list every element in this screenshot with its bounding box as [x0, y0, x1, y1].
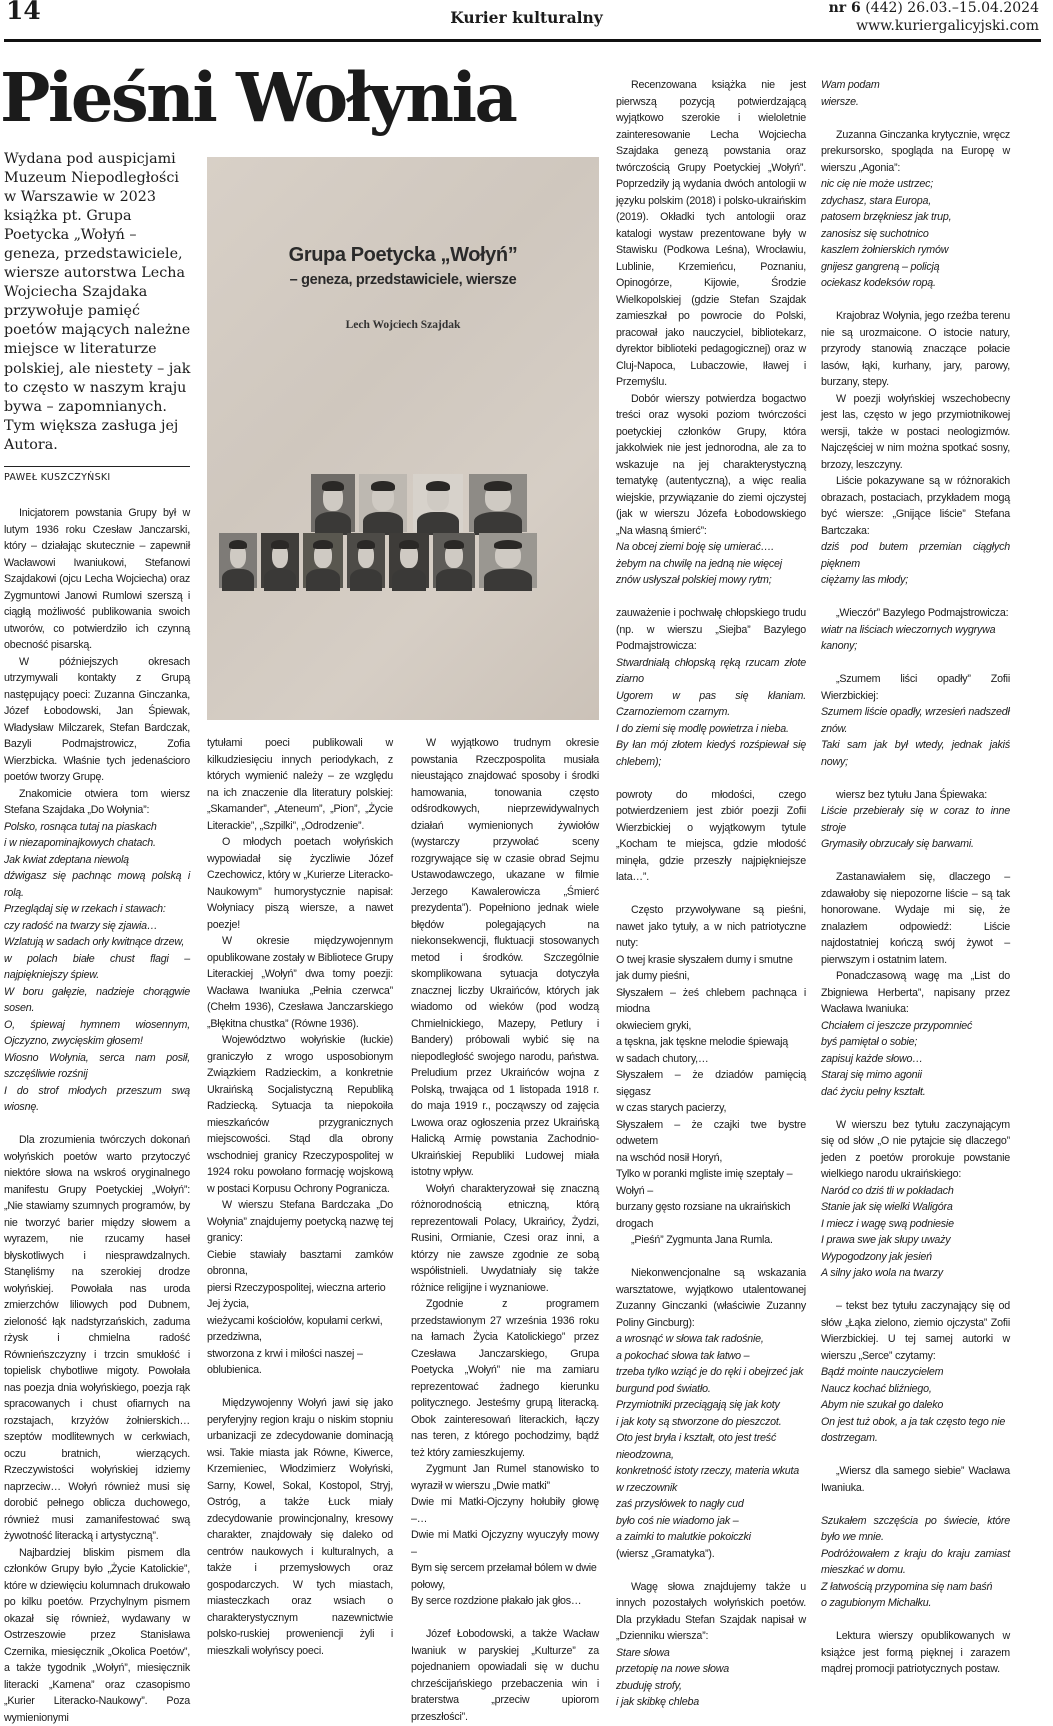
paragraph: On jest tuż obok, a ja tak często tego nie — [821, 1414, 1010, 1431]
paragraph: okwieciem gryki, — [616, 1018, 806, 1035]
paragraph: Województwo wołyńskie (łuckie) graniczyło z wrogo usposobionym Związkiem Radzieckim, a konkretnie Ukraińską Socjalistyczną Republiką Radziecką. Sytuacja ta niepokoiła mieszkańców przygranicznych miejscowości. Stąd dla obrony wschodniej granicy Rzeczypospolitej w 1924 roku powołano formację wojskową w postaci Korpusu Ochrony Pogranicza. — [207, 1032, 393, 1197]
paragraph: zauważenie i pochwałę chłopskiego trudu (np. w wierszu „Siejba” Bazylego Podmajstrowicza: — [616, 605, 806, 655]
paragraph: Zuzanna Ginczanka krytycznie, wręcz prekursorsko, spogląda na Europę w wierszu „Agonia”: — [821, 127, 1010, 177]
spacer — [821, 1100, 1010, 1117]
paragraph: Ciebie stawiały basztami zamków obronna, — [207, 1247, 393, 1280]
paragraph: Lektura wierszy opublikowanych w książce jest formą pięknej i zarazem mądrej promocji patriotycznych postaw. — [821, 1628, 1010, 1678]
paragraph: By łan mój złotem kiedyś rozśpiewał się chlebem); — [616, 737, 806, 770]
spacer — [821, 1496, 1010, 1513]
paragraph: Ponadczasową wagę ma „List do Zbigniewa Herberta”, napisany przez Wacława Iwaniuka: — [821, 968, 1010, 1018]
paragraph: Oto jest bryła i kształt, oto jest treść — [616, 1430, 806, 1447]
paragraph: konkretność istoty rzeczy, materia wkuta — [616, 1463, 806, 1480]
paragraph: Bym się sercem przełamał bólem w dwie — [411, 1560, 599, 1577]
paragraph: O twej krasie słyszałem dumy i smutne — [616, 952, 806, 969]
spacer — [821, 1447, 1010, 1464]
paragraph: a wrosnąć w słowa tak radośnie, — [616, 1331, 806, 1348]
portrait-photo — [303, 533, 343, 588]
cover-author: Lech Wojciech Szajdak — [207, 320, 599, 332]
paragraph: żebym na chwilę na jedną nie więcej — [616, 556, 806, 573]
paragraph: Szumem liście opadły, wrzesień nadszedł — [821, 704, 1010, 721]
portrait-photo — [479, 533, 537, 588]
paragraph: w rzeczownik — [616, 1480, 806, 1497]
portrait-photo — [433, 533, 475, 588]
paragraph: W wierszu Stefana Bardczaka „Do Wołynia” znajdujemy poetycką nazwę tej granicy: — [207, 1197, 393, 1247]
paragraph: wiersze. — [821, 94, 1010, 111]
spacer — [821, 1612, 1010, 1629]
paragraph: Jej życia, — [207, 1296, 393, 1313]
paragraph: Ugorem w pas się kłaniam. Czarnoziemom czarnym. — [616, 688, 806, 721]
page-number: 14 — [6, 0, 41, 23]
paragraph: I miecz i wagę swą podniesie — [821, 1216, 1010, 1233]
paragraph: dać życiu pełny kształt. — [821, 1084, 1010, 1101]
paragraph: „Pieśń” Zygmunta Jana Rumla. — [616, 1232, 806, 1249]
portrait-photo — [219, 533, 257, 588]
paragraph: Wagę słowa znajdujemy także u innych pozostałych wołyńskich poetów. Dla przykładu Stefan Szajdak napisał w „Dzienniku wiersza”: — [616, 1579, 806, 1645]
paragraph: trzeba tylko wziąć je do ręki i obejrzeć jak — [616, 1364, 806, 1381]
paragraph: Wzlatują w sadach orły kwitnące drzew, — [4, 934, 190, 951]
paragraph: Zastanawiałem się, dlaczego – zdawałoby się niepozorne liście – są tak honorowane. Wydaje mi się, że znalazłem odpowiedź: Liście najdostatniej kończą swój żywot – pierwszym i ostatnim latem. — [821, 869, 1010, 968]
issue-dates: (442) 26.03.–15.04.2024 — [861, 0, 1039, 16]
paragraph: Staraj się mimo agonii — [821, 1067, 1010, 1084]
paragraph: Inicjatorem powstania Grupy był w lutym 1936 roku Czesław Janczarski, który – działając skutecznie – zapewnił Wacławowi Iwaniukowi, Stefanowi Szajdakowi (ojcu Lecha Wojciecha) oraz Zygmuntowi Janowi Rumlowi szerszą i ciągłą możliwość publikowania swoich utworów, co potwierdziło ich czynną obecność pisarską. — [4, 505, 190, 654]
paragraph: Słyszałem – że dziadów pamięcią sięgasz — [616, 1067, 806, 1100]
text-column-2 — [207, 735, 393, 1659]
header-rule — [4, 39, 1041, 42]
paragraph: ciężarny las młody; — [821, 572, 1010, 589]
portrait-photo — [469, 474, 527, 532]
text-column-1 — [4, 505, 190, 1726]
article-lead: Wydana pod auspicjami Muzeum Niepodległości w Warszawie w 2023 książka pt. Grupa Poetycka „Wołyń – geneza, przedstawiciele, wiersze autorstwa Lecha Wojciecha Szajdaka przywołuje pamięć poetów mających należne miejsce w literaturze polskiej, ale niestety – jak to często w naszym kraju bywa – zapomnianych. Tym większa zasługa jej Autora. — [4, 150, 192, 455]
paragraph: a tęskna, jak tęskne melodie śpiewają — [616, 1034, 806, 1051]
paragraph: Słyszałem – żeś chlebem pachnąca i miodna — [616, 985, 806, 1018]
paragraph: Zgodnie z programem przedstawionym 27 września 1936 roku na łamach Życia Katolickiego” przez Czesława Janczarskiego, Grupa Poetycka „Wołyń” nie ma zamiaru reprezentować żadnego kierunku politycznego. Jesteśmy grupą literacką. Obok zainteresowań literackich, łączy nas teren, z którego pochodzimy, bądź też który zamieszkujemy. — [411, 1296, 599, 1461]
paragraph: Grymasiły obrzucały się barwami. — [821, 836, 1010, 853]
paragraph: nic cię nie może ustrzec; — [821, 176, 1010, 193]
cover-title: Grupa Poetycka „Wołyń” — [207, 245, 599, 265]
paragraph: połowy, — [411, 1577, 599, 1594]
spacer — [821, 770, 1010, 787]
paragraph: nieodzowna, — [616, 1447, 806, 1464]
paragraph: W późniejszych okresach utrzymywali kontakty z Grupą następujący poeci: Zuzanna Ginczanka, Józef Łobodowski, Jan Śpiewak, Władysław Milczarek, Stefan Bardczak, Bazyli Podmajstrowicz, Zofia Wierzbicka. Właśnie tych jedenaścioro poetów tworzy Grupę. — [4, 654, 190, 786]
paragraph: Często przywoływane są pieśni, nawet jako tytuły, a w nich patriotyczne nuty: — [616, 902, 806, 952]
portrait-photo — [413, 474, 463, 532]
spacer — [821, 110, 1010, 127]
paragraph: i w niezapominajkowych chatach. — [4, 835, 190, 852]
paragraph: znów usłyszał polskiej mowy rytm; — [616, 572, 806, 589]
paragraph: i jak koty są stworzone do pieszczot. — [616, 1414, 806, 1431]
paragraph: – tekst bez tytułu zaczynający się od słów „Łąka zielono, ziemio ojczysta” Zofii Wierzbickiej. U tej samej autorki w wierszu „Serce” czytamy: — [821, 1298, 1010, 1364]
paragraph: kanony; — [821, 638, 1010, 655]
paragraph: Przeglądaj się w rzekach i stawach: — [4, 901, 190, 918]
paragraph: zbuduję strofy, — [616, 1678, 806, 1695]
portrait-photo — [359, 474, 407, 532]
paragraph: wiatr na liściach wieczornych wygrywa — [821, 622, 1010, 639]
article-headline: Pieśni Wołynia — [0, 64, 520, 131]
paragraph: dostrzegam. — [821, 1430, 1010, 1447]
paragraph: O młodych poetach wołyńskich wypowiadał się życzliwie Józef Czechowicz, który w „Kurierze Literacko-Naukowym” humorystycznie napisał: Wołyniacy piszą wiersze, a nawet poezje! — [207, 834, 393, 933]
paragraph: Wiosno Wołynia, serca nam posił, szczęśliwie rozśnij — [4, 1050, 190, 1083]
spacer — [821, 292, 1010, 309]
paragraph: a pokochać słowa tak łatwo – — [616, 1348, 806, 1365]
paragraph: Krajobraz Wołynia, jego rzeźba terenu nie są urozmaicone. O istocie natury, przyrody stanowią znaczące połacie lasów, łąki, kurhany, jary, parowy, burzany, stepy. — [821, 308, 1010, 391]
paragraph: O, śpiewaj hymnem wiosennym, Ojczyzno, zwycięskim głosem! — [4, 1017, 190, 1050]
paragraph: zapisuj każde słowo… — [821, 1051, 1010, 1068]
portrait-photo — [389, 533, 429, 588]
paragraph: w czas starych pacierzy, — [616, 1100, 806, 1117]
paragraph: i jak skibkę chleba — [616, 1694, 806, 1711]
spacer — [411, 1610, 599, 1627]
paragraph: Z łatwością przypomina się nam baśń — [821, 1579, 1010, 1596]
article-author: PAWEŁ KUSZCZYŃSKI — [4, 466, 190, 483]
paragraph: Przymiotniki przeciągają się jak koty — [616, 1397, 806, 1414]
paragraph: na wschód nosił Horyń, — [616, 1150, 806, 1167]
paragraph: czy radość na twarzy się zjawia… — [4, 918, 190, 935]
paragraph: o zagubionym Michałku. — [821, 1595, 1010, 1612]
paragraph: Stanie jak się wielki Waligóra — [821, 1199, 1010, 1216]
issue-info — [829, 0, 1039, 35]
paragraph: Bądź mointe nauczycielem — [821, 1364, 1010, 1381]
paragraph: Niekonwencjonalne są wskazania warsztatowe, wyjątkowo utalentowanej Zuzanny Ginczanki (właściwie Zuzanny Poliny Gincburg): — [616, 1265, 806, 1331]
paragraph: w polach białe chust flagi – najpiękniejszy śpiew. — [4, 951, 190, 984]
spacer — [616, 1249, 806, 1266]
paragraph: przetopię na nowe słowa — [616, 1661, 806, 1678]
spacer — [821, 655, 1010, 672]
spacer — [616, 770, 806, 787]
paragraph: Podróżowałem z kraju do kraju zamiast mieszkać w domu. — [821, 1546, 1010, 1579]
paragraph: W wierszu bez tytułu zaczynającym się od słów „O nie pytajcie się dlaczego” jeden z poetów prorokuje powstanie wielkiego narodu ukraińskiego: — [821, 1117, 1010, 1183]
paragraph: Recenzowana książka nie jest pierwszą pozycją potwierdzającą wyjątkowo szerokie i wieloletnie zainteresowanie Lecha Wojciecha Szajdaka genezą powstania oraz twórczością Grupy Poetyckiej „Wołyń”. Poprzedziły ją wydania dwóch antologii w języku polskim (2018) i polsko-ukraińskim (2019). Okładki tych antologii oraz katalogi wystaw prezentowane były w Stawisku (Podkowa Leśna), Wrocławiu, Lublinie, Krzemieńcu, Poznaniu, Opinogórze, Kijowie, Środzie Wielkopolskiej (gdzie Stefan Szajdak zamieszkał po powrocie do Polski, pracował jako nauczyciel, bibliotekarz, dyrektor biblioteki pedagogicznej) oraz w Cluj-Napoca, Lubaczowie, Iławej i Przemyślu. — [616, 77, 806, 391]
paragraph: Stare słowa — [616, 1645, 806, 1662]
paragraph: przedziwna, — [207, 1329, 393, 1346]
portrait-photo — [261, 533, 299, 588]
section-title: Kurier kulturalny — [0, 10, 1053, 26]
paragraph: I do strof młodych przeszum swą wiosnę. — [4, 1083, 190, 1116]
paragraph: „Wieczór” Bazylego Podmajstrowicza: — [821, 605, 1010, 622]
paragraph: Najbardziej bliskim pismem dla członków Grupy było „Życie Katolickie”, które w dziewięciu kolumnach drukowało po kilku poetów. Przychylnym pismem okazał się również, wydawany w Ostrzeszowie przez Stanisława Czernika, miesięcznik „Okolica Poetów”, a także tygodnik „Wołyń”, miesięcznik literacki „Kamena” oraz czasopismo „Kurier Literacko-Naukowy”. Poza wymienionymi — [4, 1545, 190, 1726]
paragraph: I do ziemi się modlę powietrza i nieba. — [616, 721, 806, 738]
paragraph: W okresie międzywojennym opublikowane zostały w Bibliotece Grupy Literackiej „Wołyń” dwa tomy poezji: Wacława Iwaniuka „Pełnia czerwca” (Chełm 1936), Czesława Janczarskiego „Błękitna chustka” (Równe 1936). — [207, 933, 393, 1032]
paragraph: Wypogodzony jak jesień — [821, 1249, 1010, 1266]
paragraph: (wiersz „Gramatyka”). — [616, 1546, 806, 1563]
issue-number: nr 6 — [829, 0, 861, 16]
paragraph: Naucz kochać bliźniego, — [821, 1381, 1010, 1398]
paragraph: zanosisz się suchotnico — [821, 226, 1010, 243]
spacer — [616, 589, 806, 606]
paragraph: ociekasz kodeksów ropą. — [821, 275, 1010, 292]
paragraph: wiersz bez tytułu Jana Śpiewaka: — [821, 787, 1010, 804]
paragraph: Dla zrozumienia twórczych dokonań wołyńskich poetów warto przytoczyć niektóre słowa na wskroś oryginalnego manifestu Grupy Poetyckiej „Wołyń”: „Nie stawiamy szumnych programów, by nie tworzyć barier między słowem a wyrazem, nie rzucamy haseł błyskotliwych i niesprawdzalnych. Stanęliśmy na szerokiej drodze wołyńskiej. Powołała nas uroda zmierzchów liliowych pod Dubnem, zieloność łąk nadstyrzańskich, zaduma rżysk i chmielna radość Równieńszczyzny i trzcin smukłość i topielisk chybotliwe migoty. Powołała nas poezja dnia wołyńskiego, poezja rąk spracowanych i chust ofiarnych na rozstajach, krzyżów żołnierskich… szeptów modlitewnych w cerkwiach, oczu bratnich, wierzących. Rzeczywistości wołyńskiej idziemy naprzeciw… Wołyń również musi się dorobić pełnego oblicza duchowego, również musi zamanifestować swą żywotność literacką i artystyczną”. — [4, 1132, 190, 1545]
paragraph: zaś przysłówek to nagły cud — [616, 1496, 806, 1513]
paragraph: Dwie mi Matki-Ojczyny hołubiły głowę –… — [411, 1494, 599, 1527]
spacer — [821, 1282, 1010, 1299]
spacer — [4, 1116, 190, 1133]
portrait-photo — [311, 474, 355, 532]
paragraph: Dwie mi Matki Ojczyzny wyuczyły mowy – — [411, 1527, 599, 1560]
paragraph: W boru gałęzie, nadzieje chorągwie sosen. — [4, 984, 190, 1017]
paragraph: Tylko w porankі mgliste imię szeptały – — [616, 1166, 806, 1183]
paragraph: Na obcej ziemi boję się umierać…. — [616, 539, 806, 556]
paragraph: Słyszałem – że czajki twe bystre odwetem — [616, 1117, 806, 1150]
paragraph: powroty do młodości, czego potwierdzeniem jest zbiór poezji Zofii Wierzbickiej o wyjątkowym tytule „Kocham te miejsca, gdzie młodość minęła, gdzie przeszły najpiękniejsze lata…”. — [616, 787, 806, 886]
paragraph: „Szumem liści opadły” Zofii Wierzbickiej: — [821, 671, 1010, 704]
paragraph: kaszlem żołnierskich rymów — [821, 242, 1010, 259]
paragraph: Międzywojenny Wołyń jawi się jako peryferyjny region kraju o niskim stopniu urbanizacji ze zdecydowanie dominacją wsi. Takie miasta jak Równe, Kiwerce, Krzemieniec, Włodzimierz Wołyński, Sarny, Kowel, Sokal, Kostopol, Stryj, Ostróg, a także Łuck miały zdecydowanie prowincjonalny, kresowy charakter, znajdowały się daleko od centrów naukowych i kulturalnych, a także i przemysłowych oraz gospodarczych. W tych miastach, miasteczkach oraz wsiach o charakterystycznym nazewnictwie polsko-ruskiej proweniencji żyli i mieszkali wołyńscy poeci. — [207, 1395, 393, 1659]
paragraph: I prawa swe jak słupy uważy — [821, 1232, 1010, 1249]
paragraph: Polsko, rosnąca tutaj na piaskach — [4, 819, 190, 836]
paragraph: a zaimki to malutkie pokoiczki — [616, 1529, 806, 1546]
paragraph: Liście przebierały się w coraz to inne stroje — [821, 803, 1010, 836]
paragraph: Zygmunt Jan Rumel stanowisko to wyraził w wierszu „Dwie matki” — [411, 1461, 599, 1494]
paragraph: A silny jako wola na twarzy — [821, 1265, 1010, 1282]
spacer — [821, 853, 1010, 870]
cover-subtitle: – geneza, przedstawiciele, wiersze — [207, 273, 599, 288]
paragraph: W wyjątkowo trudnym okresie powstania Rzeczpospolita musiała nieustająco znajdować sposoby i środki hamowania, tonowania często odśrodkowych, nieprzewidywalnych działań wymienionych żywiołów (wystarczy przywołać sceny rozgrywające się w czasie obrad Sejmu Ustawodawczego, ukazane w filmie Jerzego Kawalerowicza „Śmierć prezydenta”). Popełniono jednak wiele błędów polegających na niekonsekwencji, fluktuacji stosowanych metod i środków. Szczególnie skomplikowana sytuacja dotyczyła znacznej liczby Ukraińców, których jak wiadomo od wieków (pod wodzą Chmielnickiego, Mazepy, Petlury i Bandery) próbowali wybić się na niepodległość swojego narodu, państwa. Preludium przez Ukraińców wojna z Polską, trwająca od 1 listopada 1918 r. do maja 1919 r., począwszy od zajęcia Lwowa oraz ogłoszenia przez Ukraińską Halicką Armię powstania Zachodnio-Ukraińskiej Republiki Ludowej miała istotny wpływ. — [411, 735, 599, 1181]
paragraph: Szukałem szczęścia po świecie, które było we mnie. — [821, 1513, 1010, 1546]
text-column-4 — [616, 77, 806, 1711]
paragraph: Wołyń charakteryzował się znaczną różnorodnością etniczną, którą reprezentowali Polacy, Ukraińcy, Żydzi, Rusini, Ormianie, Czesi oraz inni, a którzy nie zawsze zgodnie ze sobą współistnieli. Uwydatniały się także różnice religijne i wyznaniowe. — [411, 1181, 599, 1297]
paragraph: gnijesz gangreną – policją — [821, 259, 1010, 276]
paragraph: stworzona z krwi i miłości naszej – — [207, 1346, 393, 1363]
paragraph: w sadach chutory,… — [616, 1051, 806, 1068]
paragraph: „Wiersz dla samego siebie” Wacława Iwaniuka. — [821, 1463, 1010, 1496]
paragraph: dziś pod butem przemian ciągłych pięknem — [821, 539, 1010, 572]
paragraph: Taki sam jak był wtedy, jednak jakiś nowy; — [821, 737, 1010, 770]
paragraph: jak dumy pieśni, — [616, 968, 806, 985]
paragraph: znów. — [821, 721, 1010, 738]
paragraph: Znakomicie otwiera tom wiersz Stefana Szajdaka „Do Wołynia”: — [4, 786, 190, 819]
paragraph: Jak kwiat zdeptana niewolą — [4, 852, 190, 869]
paragraph: Józef Łobodowski, a także Wacław Iwaniuk w paryskiej „Kulturze” za pojednaniem opowiadali się w duchu chrześcijańskiego przebaczenia win i braterstwa „przeciw upiorom przeszłości”. — [411, 1626, 599, 1725]
paragraph: burzany gęsto rozsiane na ukraińskich — [616, 1199, 806, 1216]
spacer — [616, 886, 806, 903]
paragraph: oblubienica. — [207, 1362, 393, 1379]
paragraph: Liście pokazywane są w różnorakich obrazach, postaciach, przykładem mogą być wiersze: „Gnijące liście” Stefana Bartczaka: — [821, 473, 1010, 539]
paragraph: By serce rozdzione płakało jak głos… — [411, 1593, 599, 1610]
spacer — [207, 1379, 393, 1396]
text-column-5 — [821, 77, 1010, 1678]
paragraph: patosem brzękniesz jak trup, — [821, 209, 1010, 226]
paragraph: dźwigasz się pachnąc mową polską i rolą. — [4, 868, 190, 901]
website-link[interactable]: www.kuriergalicyjski.com — [829, 17, 1039, 35]
paragraph: Naród co dziś tli w pokładach — [821, 1183, 1010, 1200]
paragraph: Stwardniałą chłopską ręką rzucam złote ziarno — [616, 655, 806, 688]
paragraph: tytułami poeci publikowali w kilkudziesięciu innych periodykach, z których wymienić należy – ze względu na ich znaczenie dla literatury polskiej: „Skamander”, „Ateneum”, „Pion”, „Życie Literackie”, „Szpilki”, „Odrodzenie”. — [207, 735, 393, 834]
paragraph: wieżycami kościołów, kopułami cerkwi, — [207, 1313, 393, 1330]
paragraph: zdychasz, stara Europa, — [821, 193, 1010, 210]
spacer — [821, 589, 1010, 606]
portrait-photo — [347, 533, 385, 588]
paragraph: W poezji wołyńskiej wszechobecny jest las, często w jego przymiotnikowej wersji, także w postaci neologizmów. Najczęściej w nim można spotkać sosny, brzozy, leszczyny. — [821, 391, 1010, 474]
paragraph: było coś nie wiadomo jak – — [616, 1513, 806, 1530]
text-column-3 — [411, 735, 599, 1725]
paragraph: Wołyń – — [616, 1183, 806, 1200]
book-cover-image — [207, 157, 599, 720]
paragraph: Abym nie szukał go daleko — [821, 1397, 1010, 1414]
paragraph: burgund pod światło. — [616, 1381, 806, 1398]
paragraph: Dobór wierszy potwierdza bogactwo treści oraz wysoki poziom twórczości poetyckiej członków Grupy, która jakkolwiek nie jest jednorodna, ale za to wskazuje na jej charakterystyczną tematykę (autentyczną), a więc realia wiejskie, przywiązanie do ziemi ojczystej (jak w wierszu Józefa Łobodowskiego „Na własną śmierć”: — [616, 391, 806, 540]
paragraph: Wam podam — [821, 77, 1010, 94]
paragraph: Chciałem ci jeszcze przypomnieć — [821, 1018, 1010, 1035]
paragraph: byś pamiętał o sobie; — [821, 1034, 1010, 1051]
spacer — [616, 1562, 806, 1579]
paragraph: drogach — [616, 1216, 806, 1233]
paragraph: piersi Rzeczypospolitej, wieczna arterio — [207, 1280, 393, 1297]
